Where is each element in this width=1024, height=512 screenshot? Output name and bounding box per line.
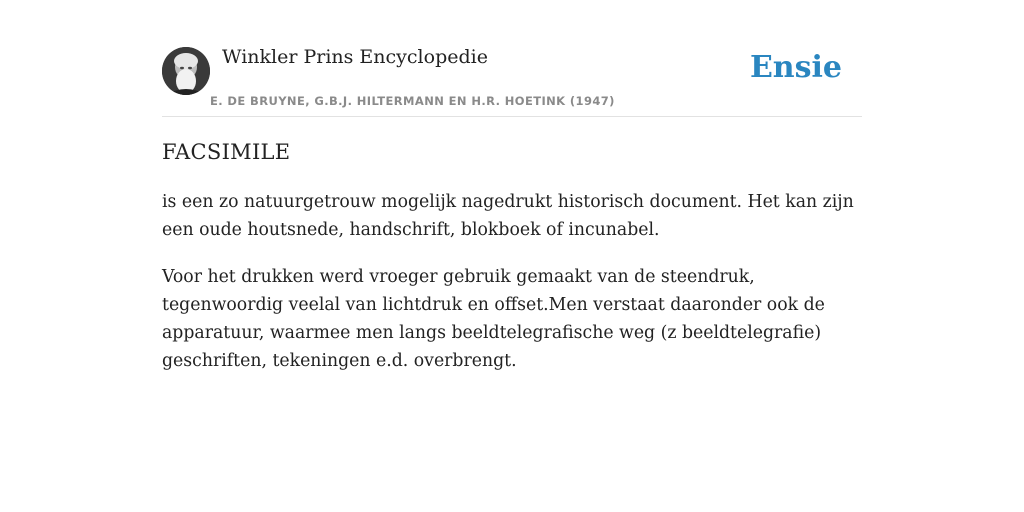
- entry-title: FACSIMILE: [162, 140, 291, 164]
- paragraph-1: is een zo natuurgetrouw mogelijk nagedrukt historisch document. Het kan zijn een oude houtsnede, handschrift, blokboek of incunabel.: [162, 192, 854, 240]
- portrait-icon: [162, 47, 210, 95]
- source-title-link[interactable]: Winkler Prins Encyclopedie: [222, 46, 488, 68]
- ensie-logo[interactable]: Ensie: [749, 50, 842, 85]
- author-avatar[interactable]: [162, 47, 210, 95]
- article: [162, 140, 864, 394]
- source-authors: E. DE BRUYNE, G.B.J. HILTERMANN EN H.R. HOETINK (1947): [210, 94, 615, 108]
- paragraph-2: Voor het drukken werd vroeger gebruik gemaakt van de steendruk, tegenwoordig veelal van lichtdruk en offset.Men verstaat daaronder ook de apparatuur, waarmee men langs beeldtelegrafische weg (z beeldtelegrafie) geschriften, tekeningen e.d. overbrengt.: [162, 267, 825, 371]
- source-header: [162, 40, 862, 117]
